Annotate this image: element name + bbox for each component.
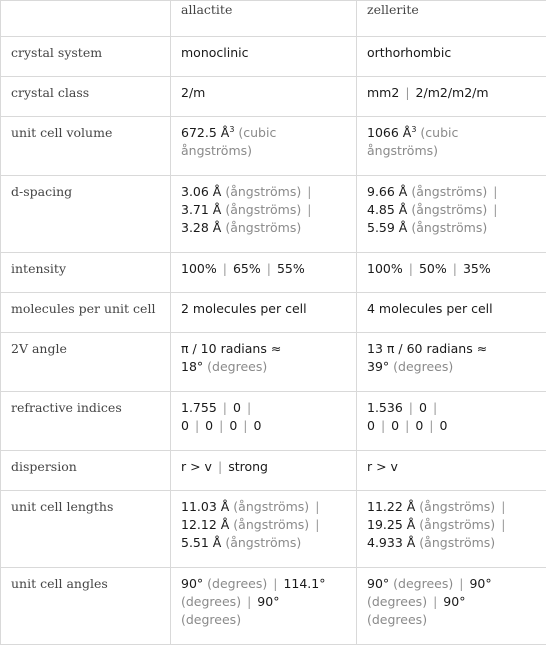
unit: (cubic [238, 125, 276, 140]
row-label: crystal system [1, 37, 171, 77]
value: 5.51 Å [181, 535, 221, 550]
value-cell [171, 568, 357, 645]
value: 90° [257, 594, 279, 609]
value: 50% [419, 261, 447, 276]
value-cell [171, 333, 357, 392]
separator: | [241, 594, 257, 609]
column-header-zellerite: zellerite [357, 1, 546, 37]
value: 11.22 Å [367, 499, 415, 514]
value-cell: orthorhombic [357, 37, 546, 77]
unit: (ångströms) [225, 202, 301, 217]
row-label: molecules per unit cell [1, 293, 171, 333]
separator: | [189, 418, 205, 433]
value-cell [171, 176, 357, 253]
value: 2/m2/m2/m [416, 85, 489, 100]
separator: | [403, 400, 419, 415]
separator: | [423, 418, 439, 433]
separator: | [427, 400, 443, 415]
superscript: 3 [229, 125, 234, 134]
value-cell: 2/m [171, 77, 357, 117]
value-cell [357, 392, 546, 451]
unit: (degrees) [181, 611, 346, 629]
row-label: crystal class [1, 77, 171, 117]
unit: (degrees) [367, 611, 536, 629]
value: 9.66 Å [367, 184, 407, 199]
value: 3.71 Å [181, 202, 221, 217]
unit: (cubic [420, 125, 458, 140]
value: 3.06 Å [181, 184, 221, 199]
separator: | [453, 576, 469, 591]
separator: | [217, 261, 233, 276]
value: 90° [443, 594, 465, 609]
unit: ångströms) [181, 142, 346, 160]
unit: (ångströms) [419, 517, 495, 532]
row-label: d-spacing [1, 176, 171, 253]
value: 65% [233, 261, 261, 276]
separator: | [217, 400, 233, 415]
value: 11.03 Å [181, 499, 229, 514]
value: 18° [181, 359, 203, 374]
value: 0 [229, 418, 237, 433]
value-cell [357, 491, 546, 568]
superscript: 3 [411, 125, 416, 134]
table-row [1, 392, 546, 451]
row-label: refractive indices [1, 392, 171, 451]
table-row [1, 176, 546, 253]
separator: | [301, 202, 317, 217]
value: 1.536 [367, 400, 403, 415]
value: π / 10 radians ≈ [181, 340, 346, 358]
value-cell [357, 253, 546, 293]
value-cell [357, 568, 546, 645]
table-row [1, 451, 546, 491]
value: strong [228, 459, 268, 474]
value: 672.5 Å [181, 125, 229, 140]
table-row [1, 568, 546, 645]
row-label: unit cell volume [1, 117, 171, 176]
row-label: unit cell angles [1, 568, 171, 645]
value: 0 [419, 400, 427, 415]
unit: (ångströms) [411, 184, 487, 199]
separator: | [309, 499, 325, 514]
value: 90° [469, 576, 491, 591]
value-cell: 4 molecules per cell [357, 293, 546, 333]
value: 90° [181, 576, 203, 591]
unit: (degrees) [207, 359, 267, 374]
value-cell [171, 451, 357, 491]
value-cell: r > v [357, 451, 546, 491]
corner-cell [1, 1, 171, 37]
value: r > v [181, 459, 212, 474]
separator: | [267, 576, 283, 591]
value: 114.1° [283, 576, 325, 591]
value-cell [171, 117, 357, 176]
unit: (ångströms) [233, 517, 309, 532]
value: 3.28 Å [181, 220, 221, 235]
separator: | [375, 418, 391, 433]
value-cell [171, 392, 357, 451]
value-cell [357, 77, 546, 117]
separator: | [213, 418, 229, 433]
unit: (degrees) [367, 594, 427, 609]
unit: (ångströms) [225, 535, 301, 550]
table-row [1, 293, 546, 333]
value-cell [357, 176, 546, 253]
unit: (ångströms) [225, 220, 301, 235]
value: 1066 Å [367, 125, 411, 140]
value: 5.59 Å [367, 220, 407, 235]
separator: | [487, 202, 503, 217]
unit: (ångströms) [233, 499, 309, 514]
value: 0 [415, 418, 423, 433]
separator: | [487, 184, 503, 199]
unit: (ångströms) [225, 184, 301, 199]
unit: ångströms) [367, 142, 536, 160]
unit: (ångströms) [411, 220, 487, 235]
value: 100% [367, 261, 403, 276]
value: 90° [367, 576, 389, 591]
row-label: unit cell lengths [1, 491, 171, 568]
separator: | [495, 517, 511, 532]
value: 35% [463, 261, 491, 276]
value-cell [171, 253, 357, 293]
value: 13 π / 60 radians ≈ [367, 340, 536, 358]
row-label: 2V angle [1, 333, 171, 392]
value: 1.755 [181, 400, 217, 415]
unit: (ångströms) [411, 202, 487, 217]
separator: | [237, 418, 253, 433]
table-row [1, 491, 546, 568]
value-cell: monoclinic [171, 37, 357, 77]
value-cell: 2 molecules per cell [171, 293, 357, 333]
unit: (ångströms) [419, 499, 495, 514]
value: 4.933 Å [367, 535, 415, 550]
value: 0 [440, 418, 448, 433]
value: 0 [233, 400, 241, 415]
value: 39° [367, 359, 389, 374]
value: mm2 [367, 85, 399, 100]
value: 55% [277, 261, 305, 276]
separator: | [212, 459, 228, 474]
value: 0 [391, 418, 399, 433]
unit: (degrees) [393, 359, 453, 374]
separator: | [241, 400, 257, 415]
value: 0 [205, 418, 213, 433]
separator: | [399, 418, 415, 433]
separator: | [403, 261, 419, 276]
separator: | [399, 85, 415, 100]
unit: (degrees) [207, 576, 267, 591]
table-row [1, 117, 546, 176]
value-cell [171, 491, 357, 568]
unit: (degrees) [181, 594, 241, 609]
value: 12.12 Å [181, 517, 229, 532]
separator: | [447, 261, 463, 276]
value: 0 [254, 418, 262, 433]
header-row [1, 1, 546, 37]
value-cell [357, 117, 546, 176]
table-row [1, 253, 546, 293]
separator: | [427, 594, 443, 609]
separator: | [309, 517, 325, 532]
unit: (degrees) [393, 576, 453, 591]
table-row [1, 37, 546, 77]
separator: | [261, 261, 277, 276]
value-cell [357, 333, 546, 392]
separator: | [495, 499, 511, 514]
value: 0 [367, 418, 375, 433]
table-row [1, 333, 546, 392]
value: 4.85 Å [367, 202, 407, 217]
value: 0 [181, 418, 189, 433]
separator: | [301, 184, 317, 199]
unit: (ångströms) [419, 535, 495, 550]
column-header-allactite: allactite [171, 1, 357, 37]
row-label: dispersion [1, 451, 171, 491]
row-label: intensity [1, 253, 171, 293]
value: 19.25 Å [367, 517, 415, 532]
table-row [1, 77, 546, 117]
value: 100% [181, 261, 217, 276]
